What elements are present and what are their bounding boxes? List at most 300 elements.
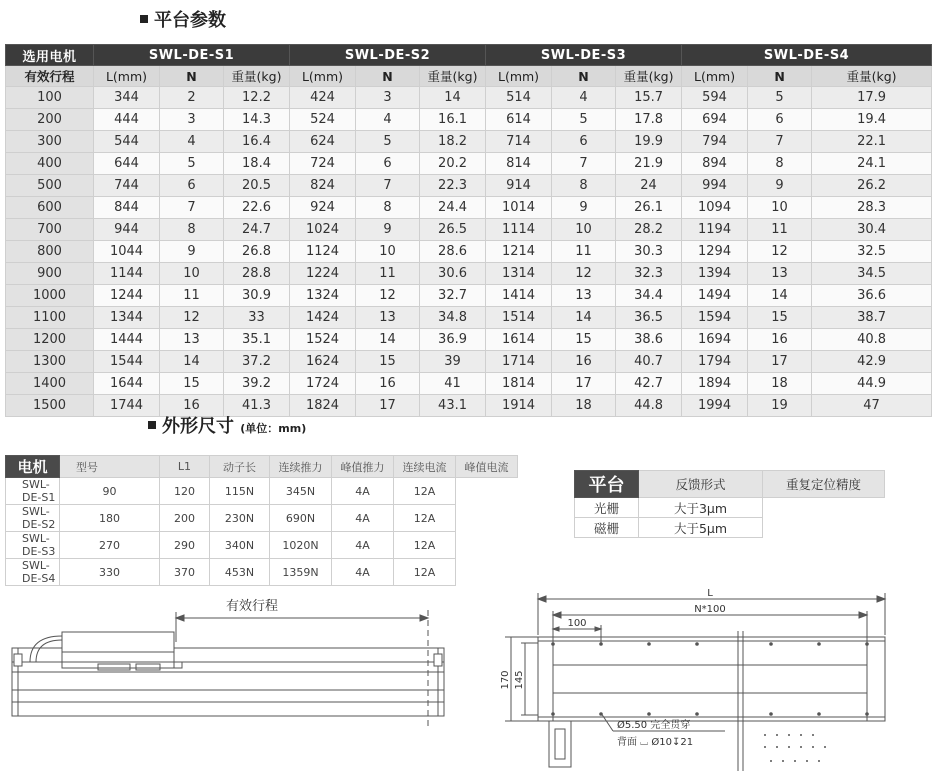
value-cell: 28.8 xyxy=(224,263,290,285)
value-cell: 1244 xyxy=(94,285,160,307)
value-cell: 24.1 xyxy=(812,153,932,175)
value-cell: 16 xyxy=(356,373,420,395)
value-cell: 1044 xyxy=(94,241,160,263)
model-header: SWL-DE-S4 xyxy=(682,45,932,66)
value-cell: 9 xyxy=(748,175,812,197)
subheader-n: N xyxy=(748,66,812,87)
motor-header: 动子长 xyxy=(210,456,270,478)
motor-header: 连续电流 xyxy=(394,456,456,478)
value-cell: 340N xyxy=(210,532,270,559)
value-cell: 594 xyxy=(682,87,748,109)
bullet-square-icon xyxy=(140,15,148,23)
value-cell: 17 xyxy=(356,395,420,417)
value-cell: 39.2 xyxy=(224,373,290,395)
value-cell: 24 xyxy=(616,175,682,197)
value-cell: 10 xyxy=(748,197,812,219)
stroke-cell: 600 xyxy=(6,197,94,219)
value-cell: 12 xyxy=(552,263,616,285)
value-cell: 32.7 xyxy=(420,285,486,307)
pitch-100-label: 100 xyxy=(567,618,587,629)
value-cell: 18 xyxy=(552,395,616,417)
feedback-cell: 磁栅 xyxy=(575,518,639,538)
value-cell: 1494 xyxy=(682,285,748,307)
value-cell: 14 xyxy=(420,87,486,109)
model-cell: SWL-DE-S4 xyxy=(6,559,60,586)
stroke-cell: 800 xyxy=(6,241,94,263)
hole-note-2: 背面 ⌴ Ø10↧21 xyxy=(617,737,694,748)
value-cell: 15.7 xyxy=(616,87,682,109)
value-cell: 41.3 xyxy=(224,395,290,417)
subheader-n: N xyxy=(160,66,224,87)
value-cell: 1144 xyxy=(94,263,160,285)
value-cell: 36.9 xyxy=(420,329,486,351)
table-row xyxy=(6,373,932,395)
stroke-cell: 1100 xyxy=(6,307,94,329)
value-cell: 11 xyxy=(552,241,616,263)
value-cell: 42.9 xyxy=(812,351,932,373)
value-cell: 26.2 xyxy=(812,175,932,197)
value-cell: 1324 xyxy=(290,285,356,307)
value-cell: 6 xyxy=(552,131,616,153)
value-cell: 1444 xyxy=(94,329,160,351)
value-cell: 8 xyxy=(160,219,224,241)
value-cell: 14.3 xyxy=(224,109,290,131)
table-row xyxy=(6,131,932,153)
value-cell: 12 xyxy=(356,285,420,307)
value-cell: 1194 xyxy=(682,219,748,241)
value-cell: 34.4 xyxy=(616,285,682,307)
value-cell: 47 xyxy=(812,395,932,417)
stroke-cell: 500 xyxy=(6,175,94,197)
value-cell: 37.2 xyxy=(224,351,290,373)
section-title-dims xyxy=(148,412,306,438)
value-cell: 1024 xyxy=(290,219,356,241)
value-cell: 290 xyxy=(160,532,210,559)
value-cell: 1014 xyxy=(486,197,552,219)
feedback-cell: 光栅 xyxy=(575,498,639,518)
value-cell: 33 xyxy=(224,307,290,329)
value-cell: 26.8 xyxy=(224,241,290,263)
value-cell: 4 xyxy=(160,131,224,153)
value-cell: 35.1 xyxy=(224,329,290,351)
value-cell: 16 xyxy=(552,351,616,373)
top-view-drawing xyxy=(495,585,905,775)
value-cell: 694 xyxy=(682,109,748,131)
value-cell: 644 xyxy=(94,153,160,175)
value-cell: 3 xyxy=(160,109,224,131)
value-cell: 614 xyxy=(486,109,552,131)
value-cell: 41 xyxy=(420,373,486,395)
platform-params-table xyxy=(5,44,932,417)
section-title-params xyxy=(140,6,226,32)
motor-spec-table xyxy=(5,455,518,586)
value-cell: 1214 xyxy=(486,241,552,263)
stroke-cell: 1000 xyxy=(6,285,94,307)
subheader-weight: 重量(kg) xyxy=(616,66,682,87)
value-cell: 44.9 xyxy=(812,373,932,395)
value-cell: 11 xyxy=(748,219,812,241)
motor-side-label: 电机 xyxy=(6,456,60,478)
value-cell: 1914 xyxy=(486,395,552,417)
table-row xyxy=(6,329,932,351)
value-cell: 1524 xyxy=(290,329,356,351)
value-cell: 24.7 xyxy=(224,219,290,241)
value-cell: 514 xyxy=(486,87,552,109)
stroke-cell: 1300 xyxy=(6,351,94,373)
value-cell: 32.3 xyxy=(616,263,682,285)
value-cell: 9 xyxy=(552,197,616,219)
stroke-cell: 1400 xyxy=(6,373,94,395)
value-cell: 894 xyxy=(682,153,748,175)
bullet-square-icon xyxy=(148,421,156,429)
value-cell: 15 xyxy=(160,373,224,395)
value-cell: 914 xyxy=(486,175,552,197)
value-cell: 270 xyxy=(60,532,160,559)
value-cell: 690N xyxy=(270,505,332,532)
value-cell: 115N xyxy=(210,478,270,505)
value-cell: 4 xyxy=(552,87,616,109)
value-cell: 9 xyxy=(160,241,224,263)
value-cell: 6 xyxy=(356,153,420,175)
value-cell: 16.4 xyxy=(224,131,290,153)
value-cell: 12 xyxy=(748,241,812,263)
value-cell: 12 xyxy=(160,307,224,329)
value-cell: 14 xyxy=(748,285,812,307)
value-cell: 330 xyxy=(60,559,160,586)
value-cell: 1614 xyxy=(486,329,552,351)
value-cell: 714 xyxy=(486,131,552,153)
value-cell: 30.3 xyxy=(616,241,682,263)
value-cell: 4 xyxy=(356,109,420,131)
value-cell: 794 xyxy=(682,131,748,153)
value-cell: 26.1 xyxy=(616,197,682,219)
value-cell: 16 xyxy=(748,329,812,351)
value-cell: 15 xyxy=(748,307,812,329)
value-cell: 424 xyxy=(290,87,356,109)
model-cell: SWL-DE-S1 xyxy=(6,478,60,505)
motor-block xyxy=(549,721,571,767)
hole-note-1: Ø5.50 完全贯穿 xyxy=(617,720,691,731)
table-row xyxy=(6,241,932,263)
value-cell: 1824 xyxy=(290,395,356,417)
value-cell: 12A xyxy=(394,478,456,505)
value-cell: 13 xyxy=(356,307,420,329)
value-cell: 814 xyxy=(486,153,552,175)
table-row xyxy=(6,219,932,241)
value-cell: 44.8 xyxy=(616,395,682,417)
platform-top-body xyxy=(538,637,885,721)
value-cell: 1394 xyxy=(682,263,748,285)
value-cell: 230N xyxy=(210,505,270,532)
value-cell: 994 xyxy=(682,175,748,197)
motor-header: L1 xyxy=(160,456,210,478)
value-cell: 17.9 xyxy=(812,87,932,109)
value-cell: 1344 xyxy=(94,307,160,329)
platform-header: 反馈形式 xyxy=(639,471,763,498)
value-cell: 444 xyxy=(94,109,160,131)
value-cell: 120 xyxy=(160,478,210,505)
platform-feedback-table xyxy=(574,470,885,538)
unit-note: (单位：mm) xyxy=(240,422,307,435)
value-cell: 5 xyxy=(356,131,420,153)
table-row xyxy=(6,285,932,307)
table-row xyxy=(575,518,885,538)
hole-note-leader xyxy=(601,713,613,731)
value-cell: 4A xyxy=(332,559,394,586)
value-cell: 28.6 xyxy=(420,241,486,263)
value-cell: 4A xyxy=(332,478,394,505)
value-cell: 22.3 xyxy=(420,175,486,197)
value-cell: 624 xyxy=(290,131,356,153)
value-cell: 453N xyxy=(210,559,270,586)
value-cell: 1424 xyxy=(290,307,356,329)
value-cell: 18 xyxy=(748,373,812,395)
value-cell: 544 xyxy=(94,131,160,153)
accuracy-cell: 大于5μm xyxy=(639,518,763,538)
value-cell: 30.4 xyxy=(812,219,932,241)
value-cell: 38.6 xyxy=(616,329,682,351)
value-cell: 1359N xyxy=(270,559,332,586)
value-cell: 344 xyxy=(94,87,160,109)
motor-header: 峰值推力 xyxy=(332,456,394,478)
motor-header: 连续推力 xyxy=(270,456,332,478)
table-row xyxy=(6,559,518,586)
value-cell: 32.5 xyxy=(812,241,932,263)
value-cell: 34.8 xyxy=(420,307,486,329)
value-cell: 13 xyxy=(748,263,812,285)
side-view-drawing xyxy=(0,590,470,740)
value-cell: 1814 xyxy=(486,373,552,395)
value-cell: 1314 xyxy=(486,263,552,285)
value-cell: 19.4 xyxy=(812,109,932,131)
table-row xyxy=(6,153,932,175)
model-header: SWL-DE-S3 xyxy=(486,45,682,66)
value-cell: 30.6 xyxy=(420,263,486,285)
value-cell: 10 xyxy=(356,241,420,263)
subheader-length: L(mm) xyxy=(682,66,748,87)
carriage-block xyxy=(62,632,174,668)
value-cell: 1544 xyxy=(94,351,160,373)
height-145-label: 145 xyxy=(514,670,525,690)
table-row xyxy=(6,532,518,559)
value-cell: 8 xyxy=(356,197,420,219)
value-cell: 14 xyxy=(356,329,420,351)
value-cell: 944 xyxy=(94,219,160,241)
value-cell: 1114 xyxy=(486,219,552,241)
accuracy-cell: 大于3μm xyxy=(639,498,763,518)
value-cell: 6 xyxy=(748,109,812,131)
table-row xyxy=(6,175,932,197)
stroke-cell: 400 xyxy=(6,153,94,175)
value-cell: 19.9 xyxy=(616,131,682,153)
value-cell: 9 xyxy=(356,219,420,241)
value-cell: 17.8 xyxy=(616,109,682,131)
table-row xyxy=(6,307,932,329)
section-title-text: 外形尺寸 xyxy=(162,416,234,437)
value-cell: 36.5 xyxy=(616,307,682,329)
value-cell: 1894 xyxy=(682,373,748,395)
value-cell: 4A xyxy=(332,532,394,559)
value-cell: 16 xyxy=(160,395,224,417)
value-cell: 345N xyxy=(270,478,332,505)
value-cell: 12A xyxy=(394,505,456,532)
value-cell: 39 xyxy=(420,351,486,373)
subheader-n: N xyxy=(356,66,420,87)
value-cell: 7 xyxy=(160,197,224,219)
value-cell: 4A xyxy=(332,505,394,532)
model-cell: SWL-DE-S2 xyxy=(6,505,60,532)
value-cell: 30.9 xyxy=(224,285,290,307)
stroke-cell: 100 xyxy=(6,87,94,109)
subheader-weight: 重量(kg) xyxy=(812,66,932,87)
value-cell: 7 xyxy=(356,175,420,197)
mounting-holes xyxy=(551,642,869,762)
value-cell: 1744 xyxy=(94,395,160,417)
value-cell: 34.5 xyxy=(812,263,932,285)
value-cell: 1094 xyxy=(682,197,748,219)
model-header: SWL-DE-S1 xyxy=(94,45,290,66)
pitch-label: N*100 xyxy=(694,604,726,615)
table-row xyxy=(6,109,932,131)
subheader-weight: 重量(kg) xyxy=(224,66,290,87)
table-row xyxy=(6,263,932,285)
value-cell: 10 xyxy=(160,263,224,285)
stroke-cell: 1500 xyxy=(6,395,94,417)
value-cell: 1514 xyxy=(486,307,552,329)
corner-header-motor: 选用电机 xyxy=(6,45,94,66)
value-cell: 200 xyxy=(160,505,210,532)
value-cell: 924 xyxy=(290,197,356,219)
value-cell: 18.2 xyxy=(420,131,486,153)
value-cell: 7 xyxy=(552,153,616,175)
value-cell: 28.2 xyxy=(616,219,682,241)
value-cell: 22.1 xyxy=(812,131,932,153)
table-row xyxy=(6,197,932,219)
value-cell: 21.9 xyxy=(616,153,682,175)
table-row xyxy=(575,498,885,518)
value-cell: 1414 xyxy=(486,285,552,307)
section-title-text: 平台参数 xyxy=(154,10,226,31)
value-cell: 16.1 xyxy=(420,109,486,131)
table-row xyxy=(6,351,932,373)
value-cell: 180 xyxy=(60,505,160,532)
table-row xyxy=(6,478,518,505)
value-cell: 5 xyxy=(748,87,812,109)
value-cell: 11 xyxy=(356,263,420,285)
value-cell: 12A xyxy=(394,532,456,559)
stroke-cell: 200 xyxy=(6,109,94,131)
value-cell: 14 xyxy=(552,307,616,329)
value-cell: 1624 xyxy=(290,351,356,373)
table-row xyxy=(6,87,932,109)
value-cell: 1794 xyxy=(682,351,748,373)
stroke-label: 有效行程 xyxy=(225,599,279,614)
value-cell: 90 xyxy=(60,478,160,505)
value-cell: 20.5 xyxy=(224,175,290,197)
value-cell: 40.8 xyxy=(812,329,932,351)
value-cell: 1224 xyxy=(290,263,356,285)
platform-header: 重复定位精度 xyxy=(763,471,885,498)
value-cell: 17 xyxy=(552,373,616,395)
model-header: SWL-DE-S2 xyxy=(290,45,486,66)
value-cell: 8 xyxy=(748,153,812,175)
value-cell: 24.4 xyxy=(420,197,486,219)
value-cell: 13 xyxy=(552,285,616,307)
value-cell: 14 xyxy=(160,351,224,373)
stroke-cell: 700 xyxy=(6,219,94,241)
value-cell: 1994 xyxy=(682,395,748,417)
value-cell: 38.7 xyxy=(812,307,932,329)
value-cell: 5 xyxy=(160,153,224,175)
length-label: L xyxy=(707,588,713,599)
value-cell: 3 xyxy=(356,87,420,109)
value-cell: 1644 xyxy=(94,373,160,395)
height-170-label: 170 xyxy=(500,670,511,690)
stroke-cell: 300 xyxy=(6,131,94,153)
value-cell: 40.7 xyxy=(616,351,682,373)
value-cell: 824 xyxy=(290,175,356,197)
corner-header-stroke: 有效行程 xyxy=(6,66,94,87)
value-cell: 1294 xyxy=(682,241,748,263)
value-cell: 17 xyxy=(748,351,812,373)
value-cell: 12A xyxy=(394,559,456,586)
value-cell: 1724 xyxy=(290,373,356,395)
subheader-weight: 重量(kg) xyxy=(420,66,486,87)
value-cell: 22.6 xyxy=(224,197,290,219)
value-cell: 1694 xyxy=(682,329,748,351)
subheader-length: L(mm) xyxy=(486,66,552,87)
value-cell: 18.4 xyxy=(224,153,290,175)
motor-header: 峰值电流 xyxy=(456,456,518,478)
value-cell: 12.2 xyxy=(224,87,290,109)
value-cell: 370 xyxy=(160,559,210,586)
value-cell: 6 xyxy=(160,175,224,197)
motor-header: 型号 xyxy=(60,456,160,478)
subheader-length: L(mm) xyxy=(94,66,160,87)
stroke-cell: 900 xyxy=(6,263,94,285)
value-cell: 844 xyxy=(94,197,160,219)
value-cell: 10 xyxy=(552,219,616,241)
value-cell: 43.1 xyxy=(420,395,486,417)
value-cell: 1124 xyxy=(290,241,356,263)
subheader-n: N xyxy=(552,66,616,87)
value-cell: 13 xyxy=(160,329,224,351)
platform-side-label: 平台 xyxy=(575,471,639,498)
table-row xyxy=(6,505,518,532)
value-cell: 524 xyxy=(290,109,356,131)
value-cell: 8 xyxy=(552,175,616,197)
value-cell: 42.7 xyxy=(616,373,682,395)
value-cell: 36.6 xyxy=(812,285,932,307)
value-cell: 744 xyxy=(94,175,160,197)
value-cell: 28.3 xyxy=(812,197,932,219)
value-cell: 1594 xyxy=(682,307,748,329)
value-cell: 2 xyxy=(160,87,224,109)
value-cell: 5 xyxy=(552,109,616,131)
value-cell: 11 xyxy=(160,285,224,307)
subheader-length: L(mm) xyxy=(290,66,356,87)
value-cell: 1714 xyxy=(486,351,552,373)
value-cell: 7 xyxy=(748,131,812,153)
table-row xyxy=(6,395,932,417)
value-cell: 724 xyxy=(290,153,356,175)
value-cell: 26.5 xyxy=(420,219,486,241)
value-cell: 15 xyxy=(356,351,420,373)
value-cell: 19 xyxy=(748,395,812,417)
model-cell: SWL-DE-S3 xyxy=(6,532,60,559)
value-cell: 1020N xyxy=(270,532,332,559)
stroke-cell: 1200 xyxy=(6,329,94,351)
